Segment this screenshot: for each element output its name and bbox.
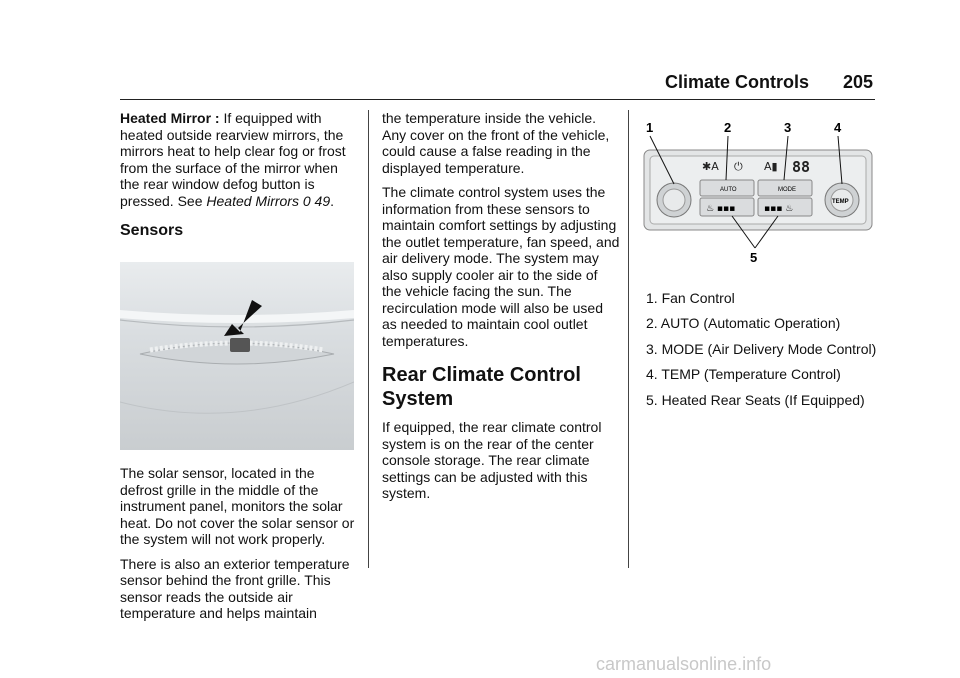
legend-item-fan-control: 1. Fan Control [646, 289, 735, 306]
section-title: Climate Controls [664, 72, 809, 92]
page-number: 205 [842, 72, 873, 92]
svg-text:♨ ▪▪▪: ♨ ▪▪▪ [706, 204, 736, 214]
legend-item-mode: 3. MODE (Air Delivery Mode Control) [646, 340, 877, 357]
rear-climate-heading: Rear Climate Control System [382, 364, 581, 410]
callout-1: 1 [646, 120, 654, 135]
callout-5: 5 [750, 250, 758, 264]
column-2 [382, 110, 620, 510]
temp-knob-label: TEMP [832, 199, 849, 205]
watermark: carmanualsonline.info [596, 654, 772, 674]
exterior-sensor-paragraph: There is also an exterior temperature sensor behind the front grille. This sensor reads the outside air temperature and helps maintain [120, 555, 350, 621]
continuation-paragraph: the temperature inside the vehicle. Any cover on the front of the vehicle, could cause a false reading in the displayed temperature. [382, 110, 610, 176]
auto-button-label: AUTO [720, 187, 737, 193]
svg-text:⏻: ⏻ [734, 160, 743, 173]
legend-item-temp: 4. TEMP (Temperature Control) [646, 366, 841, 382]
sensors-heading: Sensors [120, 222, 184, 239]
temp-display: 88 [792, 158, 811, 176]
heated-mirror-text: If equipped with heated outside rearview mirrors, the mirrors heat to help clear fog or frost from the surface of the mirror when the rear window defog button is pressed. See [120, 110, 346, 209]
rear-climate-panel-figure [642, 116, 877, 264]
column-divider-2 [628, 110, 629, 568]
callout-2: 2 [724, 120, 732, 135]
svg-text:▪▪▪ ♨: ▪▪▪ ♨ [764, 204, 794, 214]
heated-mirrors-page-ref[interactable]: 0 49 [298, 192, 331, 209]
heated-mirror-label: Heated Mirror : [120, 110, 220, 126]
legend-list [642, 290, 877, 409]
callout-3: 3 [784, 120, 792, 135]
svg-text:✱A: ✱A [702, 160, 719, 173]
legend-item-auto: 2. AUTO (Automatic Operation) [646, 315, 841, 331]
heated-mirrors-link[interactable]: Heated Mirrors [206, 192, 299, 209]
callout-4: 4 [834, 120, 842, 135]
legend-item-heated-seats: 5. Heated Rear Seats (If Equipped) [646, 391, 865, 408]
svg-text:A▮: A▮ [764, 160, 778, 173]
climate-system-paragraph: The climate control system uses the information from these sensors to maintain comfort settings by adjusting the outlet temperature, fan speed, and air delivery mode. The system may also supply cooler air to the side of the vehicle facing the sun. The recirculation mode will also be used as needed to maintain cool outlet temperatures. [382, 184, 620, 349]
column-divider-1 [368, 110, 369, 568]
heated-mirror-paragraph [120, 110, 360, 209]
header-rule [120, 99, 875, 100]
period: . [330, 192, 335, 209]
column-1 [120, 110, 360, 630]
page-header [120, 70, 875, 100]
rear-climate-paragraph: If equipped, the rear climate control system is on the rear of the center console storage. The rear climate settings can be adjusted with this system. [382, 419, 602, 501]
solar-sensor-figure [120, 262, 354, 450]
column-3 [642, 110, 877, 417]
mode-button-label: MODE [778, 187, 796, 193]
solar-sensor-paragraph: The solar sensor, located in the defrost grille in the middle of the instrument panel, monitors the solar heat. Do not cover the solar sensor or the system will not work properly. [120, 465, 355, 547]
